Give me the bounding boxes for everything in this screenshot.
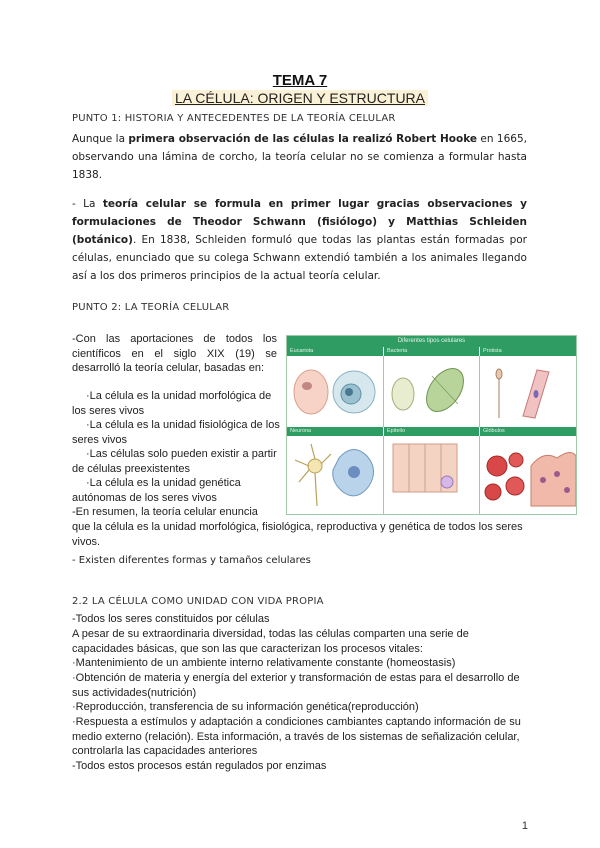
- vida-line-3: ·Mantenimiento de un ambiente interno relativamente constante (homeostasis): [72, 657, 456, 669]
- page-number: 1: [521, 820, 528, 832]
- figure-header: Diferentes tipos celulares: [287, 336, 576, 347]
- paragraph-hooke: Aunque la primera observación de las células la realizó Robert Hooke en 1665, observando una lámina de corcho, la teoría celular no se comienza a formular hasta 1838.: [72, 133, 527, 181]
- theory-item-2: ·La célula es la unidad fisiológica de los seres vivos: [72, 419, 280, 446]
- paragraph-schwann-schleiden: - La teoría celular se formula en primer lugar gracias observaciones y formulaciones de Theodor Schwann (fisiólogo) y Matthias Schleiden (botánico). En 1838, Schleiden formuló que todas las plantas están formadas por células, enunciado que su colega Schwann extendió también a los animales llegando así a los dos primeros principios de la actual teoría celular.: [72, 198, 527, 282]
- theory-item-4: ·La célula es la unidad genética autónomas de los seres vivos: [72, 477, 241, 504]
- section-heading-punto2: PUNTO 2: LA TEORÍA CELULAR: [72, 302, 230, 313]
- vida-line-4: ·Obtención de materia y energía del exterior y transformación de estas para el desarrollo de sus actividades(nutrición): [72, 672, 520, 699]
- section-heading-punto22: 2.2 LA CÉLULA COMO UNIDAD CON VIDA PROPIA: [72, 596, 324, 607]
- vida-line-2: A pesar de su extraordinaria diversidad, todas las células comparten una serie de capacidades básicas, que son las que caracterizan los procesos vitales:: [72, 628, 469, 655]
- cell-illustrations-bottom: [287, 436, 576, 514]
- forms-note: - Existen diferentes formas y tamaños celulares: [72, 555, 311, 566]
- vida-line-5: ·Reproducción, transferencia de su información genética(reproducción): [72, 701, 419, 713]
- figure-label-top-2: Bacteria: [384, 347, 479, 356]
- theory-summary-end: que la célula es la unidad morfológica, fisiológica, reproductiva y genética de todos los seres vivos.: [72, 521, 523, 548]
- cell-types-figure: [286, 335, 577, 515]
- figure-label-top-1: Eucariota: [287, 347, 383, 356]
- theory-item-3: ·Las células solo pueden existir a partir de células preexistentes: [72, 448, 277, 475]
- figure-label-bottom-2: Epitelio: [384, 427, 479, 436]
- document-title: TEMA 7: [272, 72, 328, 89]
- figure-label-top-3: Protista: [480, 347, 576, 356]
- cell-illustrations-top: [287, 356, 576, 427]
- document-subtitle: LA CÉLULA: ORIGEN Y ESTRUCTURA: [0, 90, 600, 106]
- theory-intro: -Con las aportaciones de todos los científicos en el siglo XIX (19) se desarrolló la teoría celular, basadas en:: [72, 333, 277, 374]
- figure-label-bottom-3: Glóbulos: [480, 427, 576, 436]
- section-heading-punto1: PUNTO 1: HISTORIA Y ANTECEDENTES DE LA TEORÍA CELULAR: [72, 113, 396, 124]
- vida-line-7: -Todos estos procesos están regulados por enzimas: [72, 760, 327, 772]
- theory-item-1: ·La célula es la unidad morfológica de los seres vivos: [72, 390, 272, 417]
- theory-summary-start: -En resumen, la teoría celular enuncia: [72, 506, 258, 518]
- vida-line-6: ·Respuesta a estímulos y adaptación a condiciones cambiantes captando información de su medio externo (relación). Esta información, a través de los sistemas de señalización celular, controlarla las capacidades anteriores: [72, 716, 521, 757]
- figure-label-bottom-1: Neurona: [287, 427, 383, 436]
- vida-line-1: -Todos los seres constituidos por células: [72, 613, 270, 625]
